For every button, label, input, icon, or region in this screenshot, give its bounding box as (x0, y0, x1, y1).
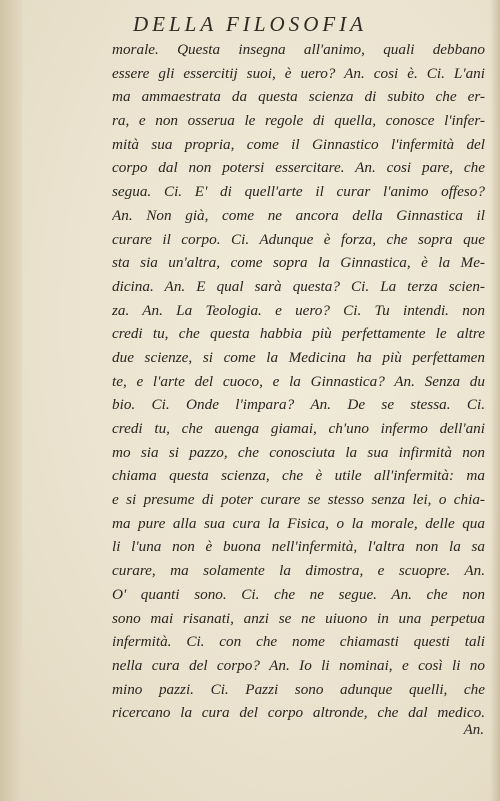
text-line: ma ammaestrata da questa scienza di subito che er- (112, 88, 485, 106)
running-head: DELLA FILOSOFIA (132, 12, 368, 36)
text-line: segua. Ci. E' di quell'arte il curar l'animo offeso? (112, 183, 485, 201)
text-line: mo sia si pazzo, che conosciuta la sua infirmità non (112, 443, 485, 461)
text-line: za. An. La Teologia. e uero? Ci. Tu intendi. non (112, 301, 485, 319)
text-line: O' quanti sono. Ci. che ne segue. An. che non (112, 585, 485, 603)
text-line: e si presume di poter curare se stesso senza lei, o chia- (112, 491, 485, 509)
text-line: te, e l'arte del cuoco, e la Ginnastica? An. Senza du (112, 372, 485, 390)
text-line: nella cura del corpo? An. Io li nominai, e così li no (112, 656, 485, 674)
text-line: ma pure alla sua cura la Fisica, o la morale, delle qua (112, 514, 485, 532)
page-edge-shadow (490, 0, 500, 801)
text-line: dicina. An. E qual sarà questa? Ci. La terza scien- (112, 277, 485, 295)
catchword: An. (463, 722, 484, 738)
text-line: ricercano la cura del corpo altronde, che dal medico. (112, 704, 485, 722)
text-line: sono mai risanati, anzi se ne uiuono in una perpetua (112, 609, 485, 627)
text-line: due scienze, si come la Medicina ha più perfettamen (112, 348, 485, 366)
text-line: infermità. Ci. con che nome chiamasti questi tali (112, 633, 485, 651)
page-gutter (0, 0, 22, 801)
text-line: chiama questa scienza, che è utile all'infermità: ma (112, 467, 485, 485)
text-line: An. Non già, come ne ancora della Ginnastica il (112, 206, 485, 224)
text-line: credi tu, che questa habbia più perfettamente le altre (112, 325, 485, 343)
body-text (112, 38, 485, 725)
text-line: curare, ma solamente la dimostra, e scuopre. An. (112, 562, 485, 580)
text-line: li l'una non è buona nell'infermità, l'altra non la sa (112, 538, 485, 556)
text-line: curare il corpo. Ci. Adunque è forza, che sopra que (112, 230, 485, 248)
text-line: bio. Ci. Onde l'impara? An. De se stessa. Ci. (112, 396, 485, 414)
text-line: essere gli essercitij suoi, è uero? An. cosi è. Ci. L'ani (112, 64, 485, 82)
text-line: mità sua propria, come il Ginnastico l'infermità del (112, 135, 485, 153)
text-line: ra, e non osserua le regole di quella, conosce l'infer- (112, 112, 485, 130)
text-line: corpo dal non potersi essercitare. An. cosi pare, che (112, 159, 485, 177)
text-line: sta sia un'altra, come sopra la Ginnastica, è la Me- (112, 254, 485, 272)
text-line: mino pazzi. Ci. Pazzi sono adunque quelli, che (112, 680, 485, 698)
text-line: morale. Questa insegna all'animo, quali debbano (112, 41, 485, 58)
text-line: credi tu, che auenga giamai, ch'uno infermo dell'ani (112, 420, 485, 437)
